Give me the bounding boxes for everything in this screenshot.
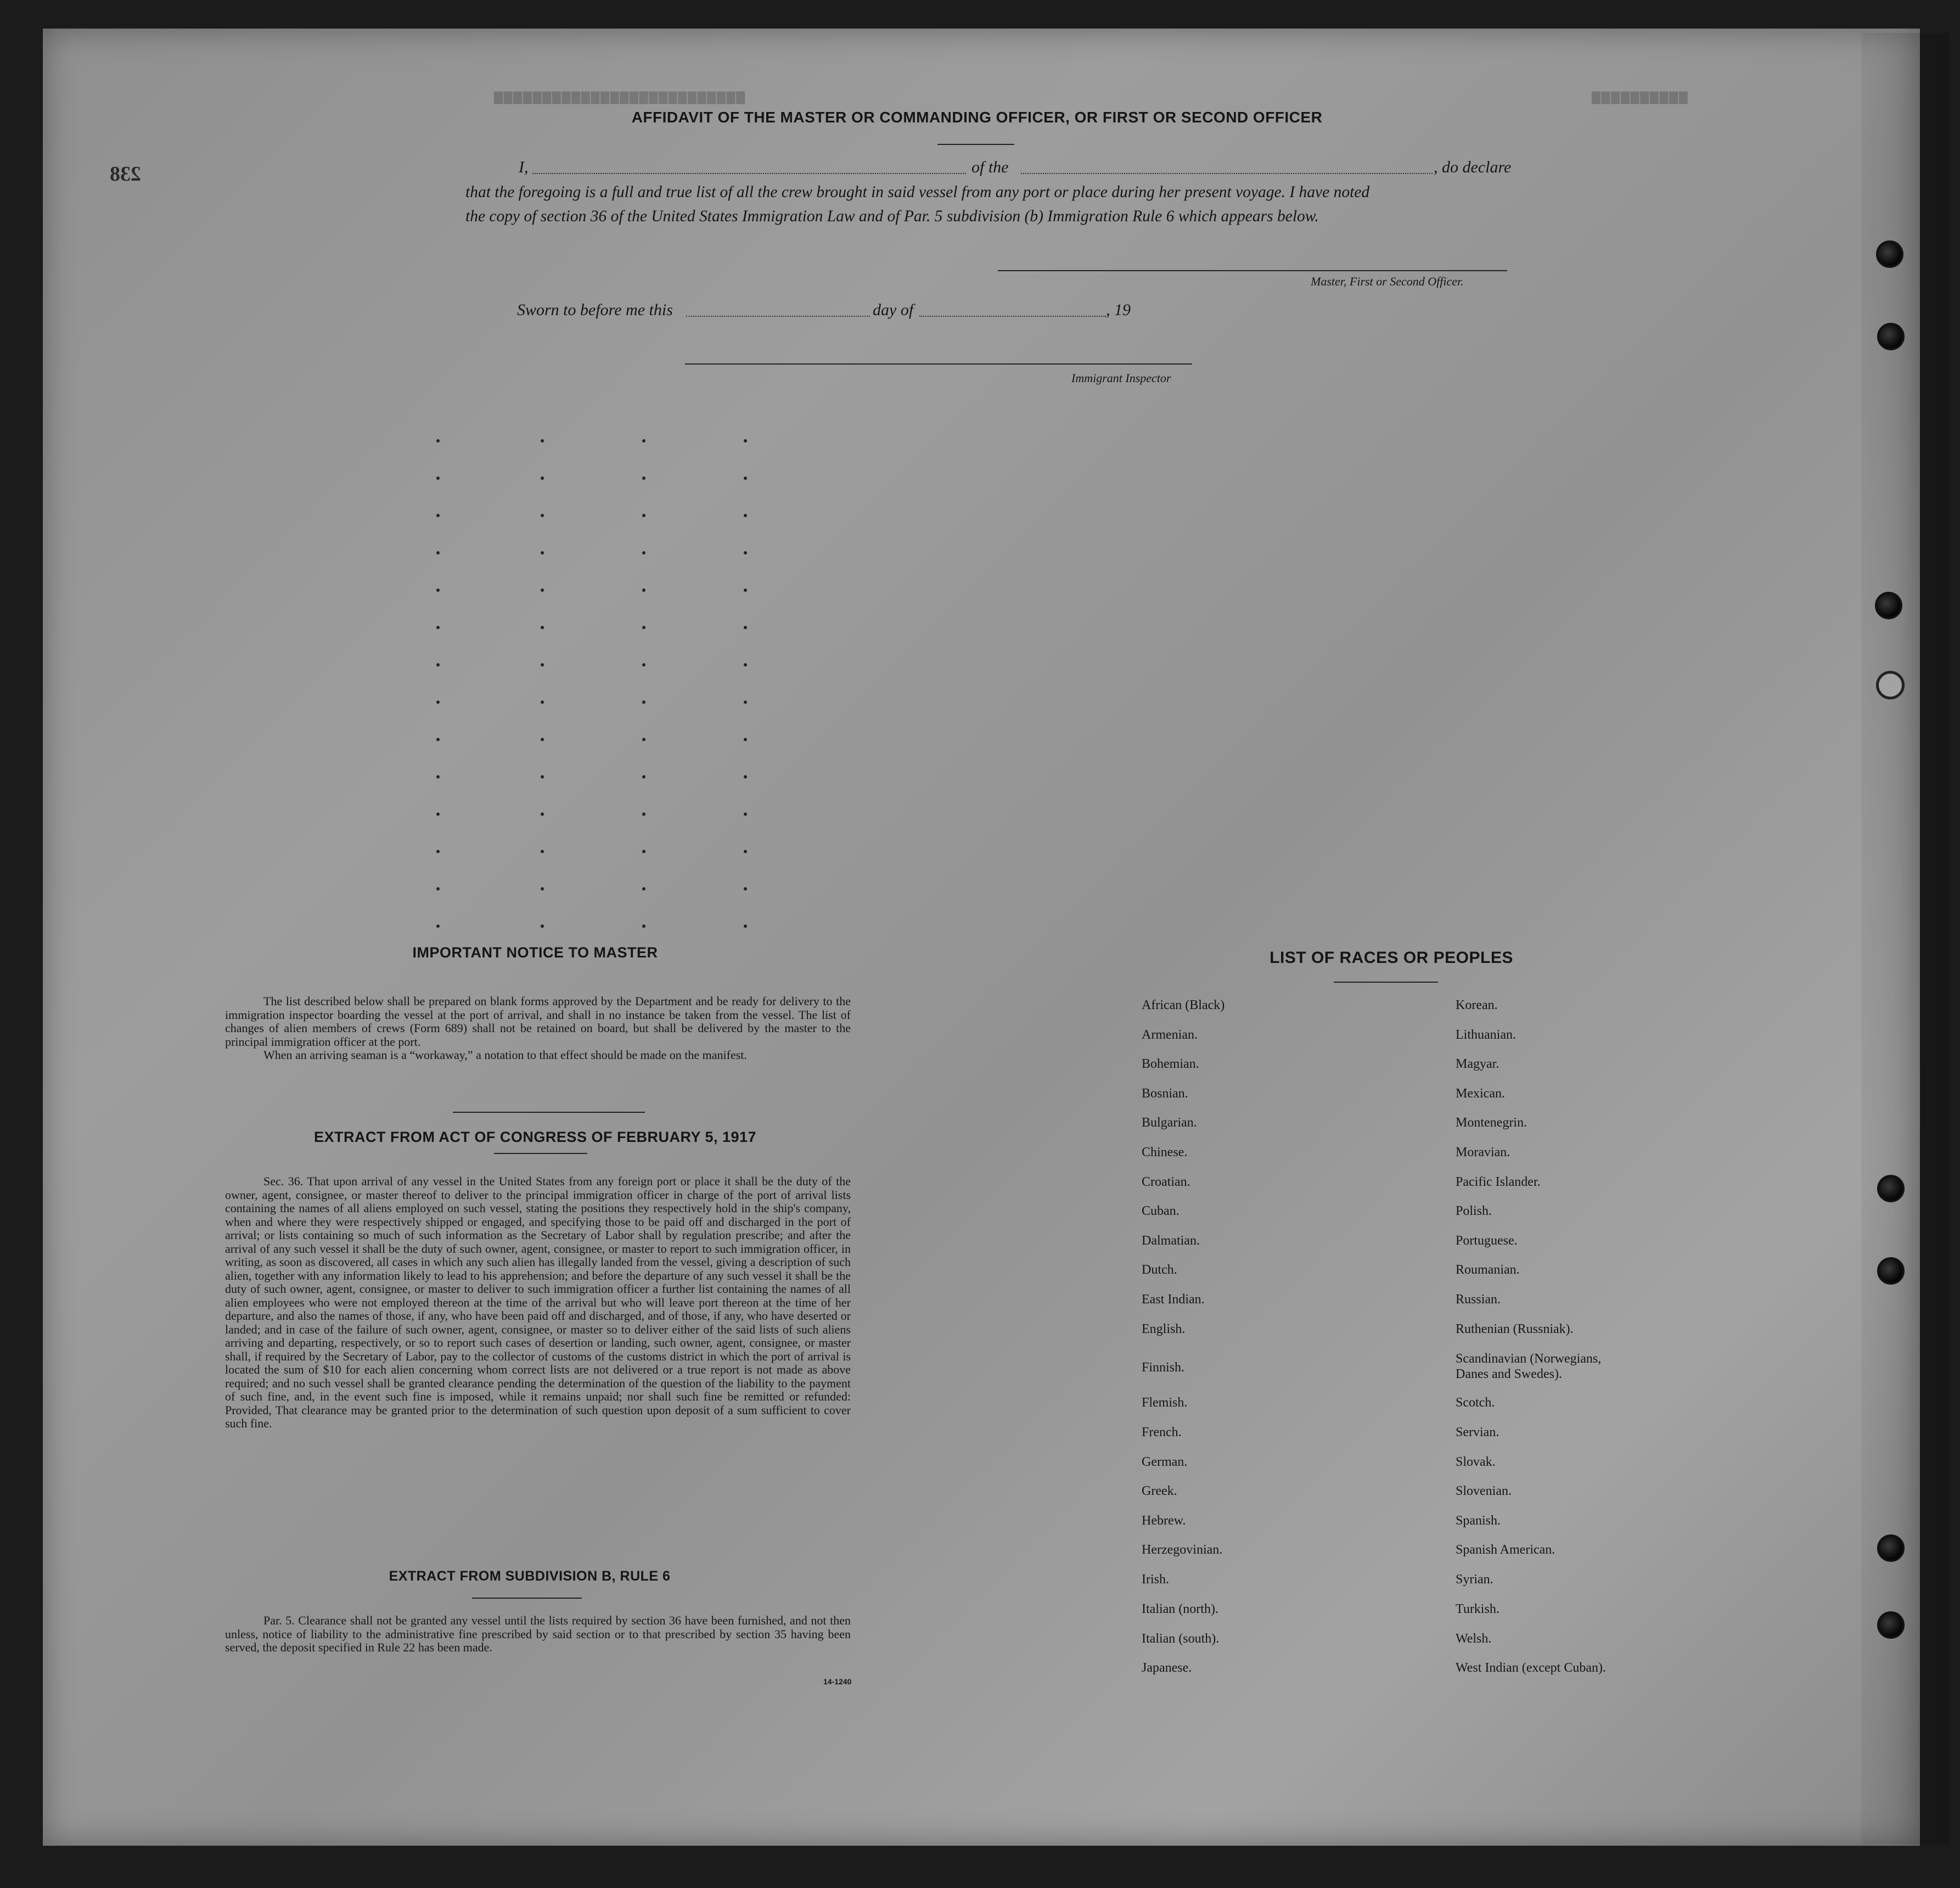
guide-dot [642, 551, 645, 554]
race-item: Spanish. [1456, 1514, 1501, 1528]
guide-dot [436, 701, 440, 704]
sworn-day-of-label: day of [873, 301, 914, 319]
race-item: East Indian. [1142, 1292, 1205, 1307]
guide-dot [642, 701, 645, 704]
notice-body [225, 995, 851, 1062]
affidavit-of-the-label: of the [971, 158, 1009, 176]
race-item: Italian (north). [1142, 1602, 1218, 1616]
extract-rule-body [225, 1614, 851, 1655]
race-item: Armenian. [1142, 1028, 1198, 1042]
sworn-month-field[interactable] [919, 316, 1106, 317]
race-item: Scandinavian (Norwegians, [1456, 1352, 1602, 1366]
guide-dot [541, 813, 544, 816]
guide-dot [744, 775, 747, 778]
guide-dot [436, 738, 440, 741]
affidavit-title: AFFIDAVIT OF THE MASTER OR COMMANDING OFFICER, OR FIRST OR SECOND OFFICER [631, 109, 1323, 126]
divider [1334, 982, 1438, 983]
vessel-name-field[interactable] [1021, 173, 1433, 174]
race-item: Danes and Swedes). [1456, 1367, 1562, 1381]
guide-dot [744, 589, 747, 592]
race-item: Russian. [1456, 1292, 1501, 1307]
guide-dot [744, 925, 747, 928]
guide-dot [541, 439, 544, 442]
binding-strip [1861, 33, 1949, 1845]
race-item: Greek. [1142, 1484, 1177, 1498]
guide-dot [541, 887, 544, 890]
race-item: Spanish American. [1456, 1543, 1555, 1557]
affidavit-line-2: that the foregoing is a full and true list of all the crew brought in said vessel from any port or place during her present voyage. I have noted [465, 183, 1370, 201]
guide-dot [642, 850, 645, 853]
race-item: Slovenian. [1456, 1484, 1512, 1498]
guide-dot [744, 813, 747, 816]
race-item: Syrian. [1456, 1572, 1493, 1587]
bleed-through-texture: ▆▆▆▆▆▆▆▆▆▆▆▆▆▆▆▆▆▆▆▆▆▆▆▆▆▆ [494, 88, 746, 105]
extract-act-title: EXTRACT FROM ACT OF CONGRESS OF FEBRUARY 5, 1917 [313, 1129, 757, 1145]
divider [494, 1153, 587, 1154]
guide-dot [744, 439, 747, 442]
guide-dot [744, 850, 747, 853]
guide-dot [436, 514, 440, 517]
sworn-year-label: , 19 [1106, 301, 1131, 319]
binder-hole-icon [1877, 1534, 1905, 1562]
race-item: Croatian. [1142, 1175, 1190, 1189]
guide-dot [744, 626, 747, 629]
extract-act-text: Sec. 36. That upon arrival of any vessel in the United States from any foreign port or place it shall be the duty of the owner, agent, consignee, or master thereof to deliver to the principal immigration officer in charge of the port of arrival lists containing the names of all aliens employed on such vessel, stating the positions they respectively hold in the ship's company, when and where they were respectively shipped or engaged, and specifying those to be paid off and discharged in the port of arrival; or lists containing so much of such information as the Secretary of Labor shall by regulation prescribe; and after the arrival of any such vessel it shall be the duty of such owner, agent, consignee, or master to report to such immigration officer, in writing, as soon as discovered, all cases in which any such alien has illegally landed from the vessel, giving a description of such alien, together with any information likely to lead to his apprehension; and before the departure of any such vessel it shall be the duty of such owner, agent, consignee, or master to deliver to such immigration officer a further list containing the names of all alien employees who were not employed thereon at the time of the arrival but who will leave port thereon at the time of her departure, and also the names of those, if any, who have been paid off and discharged, and of those, if any, who have deserted or landed; and in case of the failure of such owner, agent, consignee, or master so to deliver either of the said lists of such aliens arriving and departing, respectively, or so to report such cases of desertion or landing, such owner, agent, consignee, or master shall, if required by the Secretary of Labor, pay to the collector of customs of the customs district in which the port of arrival is located the sum of $10 for each alien concerning whom correct lists are not delivered or a true report is not made as above required; and no such vessel shall be granted clearance pending the determination of the question of the liability to the payment of such fine, and, in the event such fine is imposed, while it remains unpaid; nor shall such fine be remitted or refunded: Provided, That clearance may be granted prior to the determination of such question upon deposit of a sum sufficient to cover such fine. [225, 1174, 851, 1430]
inspector-signature-label: Immigrant Inspector [1071, 371, 1171, 385]
race-item: Turkish. [1456, 1602, 1500, 1616]
race-item: African (Black) [1142, 998, 1225, 1012]
binder-hole-icon [1877, 1611, 1905, 1639]
declarant-name-field[interactable] [532, 173, 966, 174]
notice-paragraph-2: When an arriving seaman is a “workaway,” a notation to that effect should be made on the manifest. [263, 1048, 747, 1062]
guide-dot [436, 925, 440, 928]
races-title: LIST OF RACES OR PEOPLES [1270, 949, 1513, 967]
binder-hole-icon [1877, 1257, 1905, 1285]
guide-dot [642, 514, 645, 517]
inspector-signature-field[interactable] [685, 363, 1192, 365]
race-item: Bosnian. [1142, 1086, 1188, 1101]
affidavit-line-3: the copy of section 36 of the United States Immigration Law and of Par. 5 subdivision (b) Immigration Rule 6 which appears below. [465, 208, 1319, 225]
guide-dot [642, 925, 645, 928]
guide-dot [436, 551, 440, 554]
page-number: 238 [110, 163, 141, 186]
guide-dot [436, 477, 440, 480]
race-item: West Indian (except Cuban). [1456, 1661, 1606, 1675]
guide-dot [541, 738, 544, 741]
guide-dot [642, 477, 645, 480]
guide-dot [642, 738, 645, 741]
guide-dot [541, 514, 544, 517]
guide-dot [436, 589, 440, 592]
race-item: Bulgarian. [1142, 1116, 1197, 1130]
binder-hole-icon [1877, 1175, 1905, 1202]
race-item: Mexican. [1456, 1086, 1505, 1101]
race-item: Dutch. [1142, 1263, 1177, 1277]
guide-dot [744, 701, 747, 704]
guide-dot [744, 738, 747, 741]
extract-rule-text: Par. 5. Clearance shall not be granted any vessel until the lists required by section 36 have been furnished, and not then unless, notice of liability to the administrative fine prescribed by said section or to that prescribed by section 35 having been served, the deposit specified in Rule 22 has been made. [225, 1614, 851, 1654]
divider [937, 144, 1014, 145]
guide-dot [744, 663, 747, 666]
guide-dot [642, 813, 645, 816]
race-item: Scotch. [1456, 1396, 1495, 1410]
guide-dot [744, 477, 747, 480]
notice-title: IMPORTANT NOTICE TO MASTER [412, 944, 658, 961]
guide-dot [541, 626, 544, 629]
guide-dot [541, 701, 544, 704]
race-item: Bohemian. [1142, 1057, 1199, 1071]
race-item: Dalmatian. [1142, 1234, 1200, 1248]
guide-dot [744, 887, 747, 890]
form-number: 14-1240 [823, 1677, 852, 1686]
guide-dot [642, 439, 645, 442]
guide-dot [436, 887, 440, 890]
guide-dot [436, 626, 440, 629]
document-page [43, 29, 1920, 1846]
race-item: Montenegrin. [1456, 1116, 1527, 1130]
master-signature-label: Master, First or Second Officer. [1311, 274, 1464, 288]
master-signature-field[interactable] [998, 270, 1507, 271]
extract-rule-title: EXTRACT FROM SUBDIVISION B, RULE 6 [389, 1568, 671, 1584]
race-item: French. [1142, 1425, 1182, 1439]
notice-paragraph-1: The list described below shall be prepared on blank forms approved by the Department and be ready for delivery to the immigration inspector boarding the vessel at the port of arrival, and shall in no instance be taken from the vessel. The list of changes of alien members of crews (Form 689) shall not be retained on board, but shall be delivered by the master to the principal immigration officer at the port. [225, 994, 851, 1049]
race-item: Italian (south). [1142, 1632, 1220, 1646]
race-item: Servian. [1456, 1425, 1500, 1439]
guide-dot [642, 775, 645, 778]
race-item: Korean. [1456, 998, 1498, 1012]
race-item: Polish. [1456, 1204, 1492, 1218]
divider [472, 1598, 582, 1599]
guide-dot [541, 477, 544, 480]
guide-dot [541, 663, 544, 666]
guide-dot [642, 589, 645, 592]
guide-dot [541, 775, 544, 778]
race-item: Pacific Islander. [1456, 1175, 1541, 1189]
affidavit-i-label: I, [519, 158, 529, 176]
binder-hole-icon [1876, 671, 1905, 699]
guide-dot [642, 663, 645, 666]
divider [453, 1112, 645, 1113]
race-item: Flemish. [1142, 1396, 1188, 1410]
guide-dot [642, 887, 645, 890]
guide-dot [541, 850, 544, 853]
guide-dot [436, 775, 440, 778]
guide-dot [744, 514, 747, 517]
binder-hole-icon [1875, 592, 1902, 619]
race-item: Herzegovinian. [1142, 1543, 1223, 1557]
race-item: Portuguese. [1456, 1234, 1518, 1248]
guide-dot [436, 439, 440, 442]
guide-dot [436, 813, 440, 816]
race-item: German. [1142, 1455, 1188, 1469]
race-item: English. [1142, 1322, 1186, 1336]
affidavit-declare-label: , do declare [1434, 158, 1512, 176]
binder-hole-icon [1877, 323, 1905, 350]
guide-dot [436, 663, 440, 666]
race-item: Finnish. [1142, 1360, 1185, 1375]
race-item: Ruthenian (Russniak). [1456, 1322, 1574, 1336]
race-item: Slovak. [1456, 1455, 1496, 1469]
race-item: Chinese. [1142, 1145, 1188, 1159]
race-item: Roumanian. [1456, 1263, 1520, 1277]
extract-act-body [225, 1175, 851, 1431]
race-item: Welsh. [1456, 1632, 1492, 1646]
guide-dot [541, 589, 544, 592]
guide-dot [541, 925, 544, 928]
guide-dot [744, 551, 747, 554]
guide-dot [436, 850, 440, 853]
sworn-day-field[interactable] [686, 316, 870, 317]
guide-dot [541, 551, 544, 554]
race-item: Moravian. [1456, 1145, 1510, 1159]
race-item: Lithuanian. [1456, 1028, 1516, 1042]
race-item: Cuban. [1142, 1204, 1180, 1218]
race-item: Japanese. [1142, 1661, 1192, 1675]
race-item: Irish. [1142, 1572, 1169, 1587]
guide-dot [642, 626, 645, 629]
binder-hole-icon [1876, 240, 1903, 268]
bleed-through-texture: ▆▆▆▆▆▆▆▆▆▆ [1592, 88, 1689, 105]
race-item: Magyar. [1456, 1057, 1500, 1071]
race-item: Hebrew. [1142, 1514, 1186, 1528]
sworn-label: Sworn to before me this [517, 301, 673, 319]
